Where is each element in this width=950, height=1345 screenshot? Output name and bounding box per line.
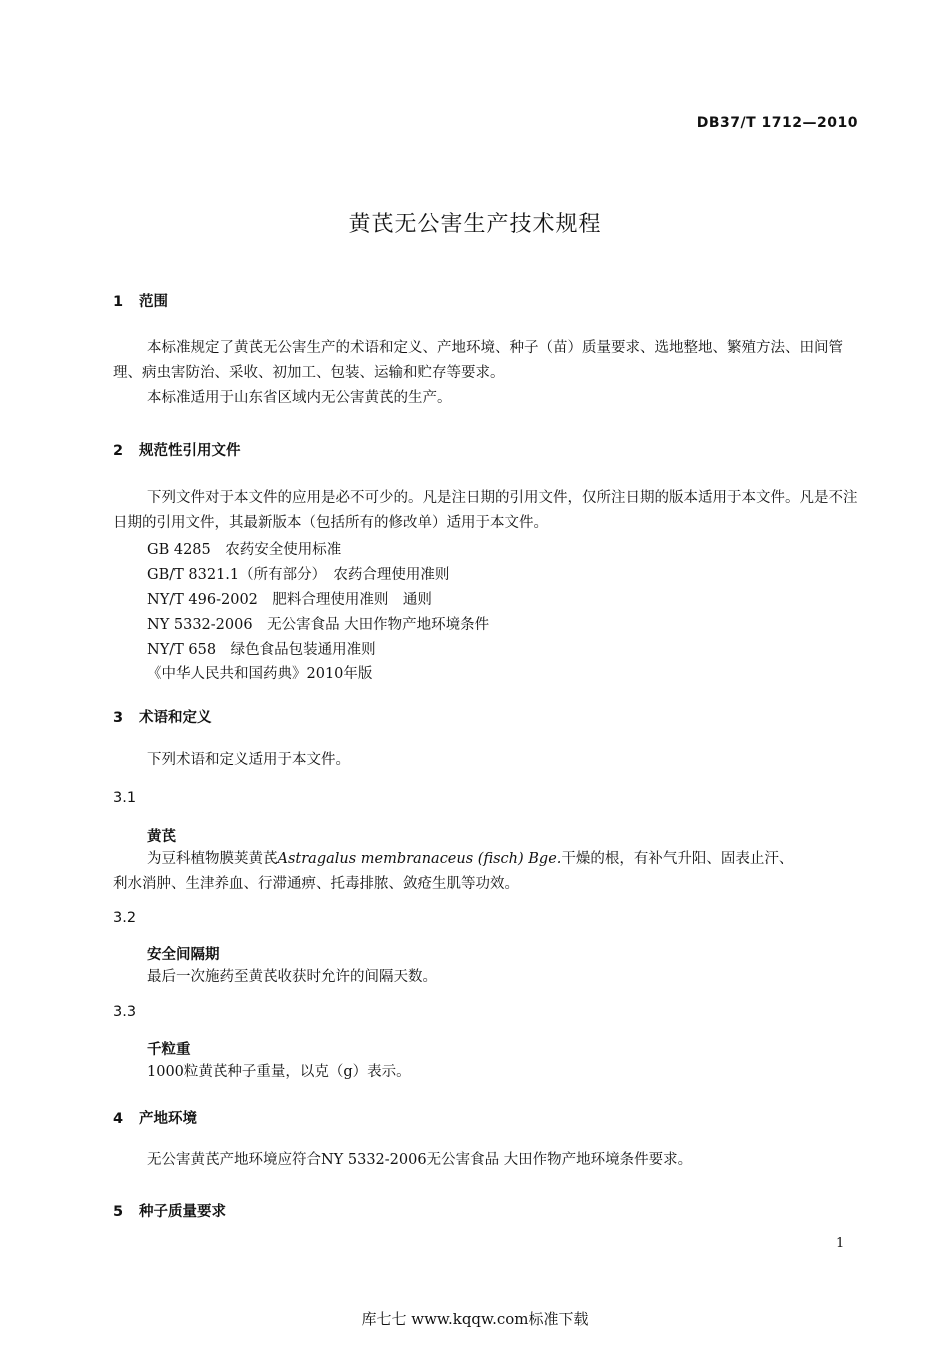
- section-title: 规范性引用文件: [139, 443, 241, 459]
- section-title: 范围: [139, 294, 168, 310]
- environment-paragraph: 无公害黄芪产地环境应符合NY 5332-2006无公害食品 大田作物产地环境条件要求。: [147, 1152, 693, 1168]
- section-2-heading: [113, 439, 241, 460]
- section-title: 产地环境: [139, 1111, 197, 1127]
- term-thousand-seed-weight: 千粒重: [147, 1042, 191, 1058]
- subsection-number-3-3: 3.3: [113, 1004, 137, 1020]
- document-title: 黄芪无公害生产技术规程: [348, 212, 602, 237]
- term-safety-interval-definition: 最后一次施药至黄芪收获时允许的间隔天数。: [147, 969, 437, 985]
- section-5-heading: [113, 1200, 226, 1221]
- section-number: 3: [113, 710, 124, 726]
- section-title: 术语和定义: [139, 710, 212, 726]
- definition-text: 为豆科植物膜荚黄芪: [147, 851, 278, 867]
- references-intro: 下列文件对于本文件的应用是必不可少的。凡是注日期的引用文件，仅所注日期的版本适用于本文件。凡是不注日期的引用文件，其最新版本（包括所有的修改单）适用于本文件。: [113, 490, 858, 531]
- section-title: 种子质量要求: [139, 1204, 226, 1220]
- page-number: 1: [836, 1236, 845, 1251]
- reference-item: NY 5332-2006 无公害食品 大田作物产地环境条件: [147, 617, 490, 633]
- reference-item: 《中华人民共和国药典》2010年版: [147, 666, 373, 682]
- subsection-number-3-2: 3.2: [113, 910, 137, 926]
- section-1-heading: [113, 290, 168, 311]
- terms-intro: 下列术语和定义适用于本文件。: [147, 752, 350, 768]
- term-thousand-seed-weight-definition: 1000粒黄芪种子重量，以克（g）表示。: [147, 1064, 411, 1080]
- standard-code: DB37/T 1712—2010: [696, 115, 858, 131]
- section-number: 5: [113, 1204, 124, 1220]
- term-huangqi-definition-line-1: [147, 847, 793, 872]
- scope-paragraph-2: 本标准适用于山东省区域内无公害黄芪的生产。: [147, 390, 452, 406]
- reference-item: NY/T 658 绿色食品包装通用准则: [147, 642, 376, 658]
- reference-item: GB 4285 农药安全使用标准: [147, 542, 342, 558]
- term-huangqi: 黄芪: [147, 829, 176, 845]
- reference-item: NY/T 496-2002 肥料合理使用准则 通则: [147, 592, 432, 608]
- reference-item: GB/T 8321.1（所有部分） 农药合理使用准则: [147, 567, 450, 583]
- footer-watermark: 库七七 www.kqqw.com标准下载: [361, 1310, 589, 1328]
- section-3-heading: [113, 706, 212, 727]
- subsection-number-3-1: 3.1: [113, 790, 137, 806]
- definition-text: 干燥的根，有补气升阳、固表止汗、: [561, 851, 794, 867]
- section-number: 4: [113, 1111, 124, 1127]
- scope-paragraph-1: 本标准规定了黄芪无公害生产的术语和定义、产地环境、种子（苗）质量要求、选地整地、繁殖方法、田间管理、病虫害防治、采收、初加工、包装、运输和贮存等要求。: [113, 340, 843, 381]
- term-huangqi-definition-line-2: 利水消肿、生津养血、行滞通痹、托毒排脓、敛疮生肌等功效。: [113, 876, 519, 892]
- term-safety-interval: 安全间隔期: [147, 947, 220, 963]
- section-number: 2: [113, 443, 124, 459]
- latin-name: Astragalus membranaceus (fisch) Bge.: [277, 851, 562, 867]
- section-number: 1: [113, 294, 124, 310]
- section-4-heading: [113, 1107, 197, 1128]
